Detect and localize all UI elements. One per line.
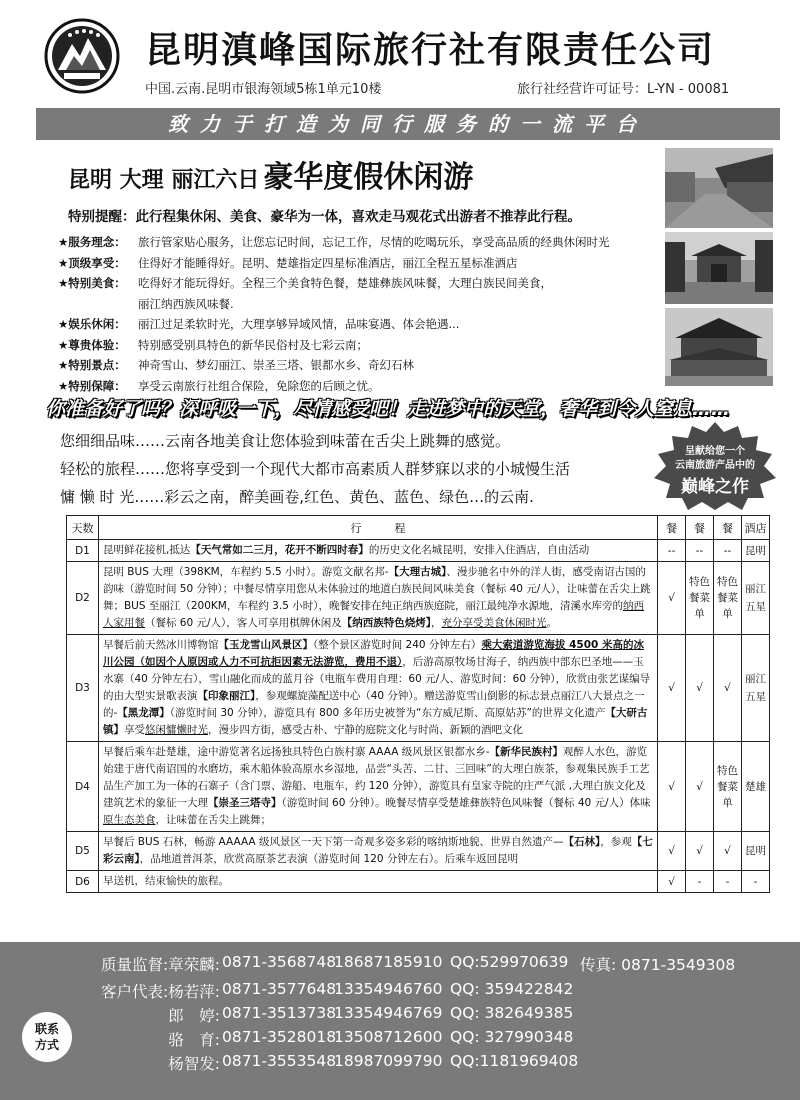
contact-phone: 0871-3528018 bbox=[222, 1028, 337, 1046]
feature-key bbox=[58, 294, 138, 315]
itinerary-text: 【七彩云南】 bbox=[102, 836, 653, 865]
feature-item bbox=[58, 355, 668, 376]
contact-qq: QQ: 359422842 bbox=[450, 980, 574, 998]
itinerary-text: 【石林】 bbox=[563, 836, 601, 848]
itinerary-text: 昆明 BUS 大理（398KM，车程约 5.5 小时）。游览文献名邦- bbox=[102, 566, 389, 578]
meal-cell: -- bbox=[714, 540, 742, 562]
contact-mobile: 13354946769 bbox=[334, 1004, 443, 1022]
table-row bbox=[67, 540, 770, 562]
itinerary-text: 早餐后乘车赴楚雄，途中游览著名远扬独具特色白族村寨 AAAA 级风景区银都水乡- bbox=[102, 746, 490, 758]
itinerary-text: ，让味蕾在舌尖上跳舞； bbox=[155, 814, 271, 826]
meal-cell: √ bbox=[714, 832, 742, 871]
table-header-row bbox=[67, 516, 770, 540]
hotel-cell: 昆明 bbox=[742, 832, 770, 871]
itinerary-text: 享受 bbox=[123, 724, 145, 736]
meal-cell: √ bbox=[658, 635, 686, 742]
itinerary-text: ，品地道普洱茶，欣赏高原茶艺表演（游览时间 120 分钟左右）。后乘车返回昆明 bbox=[139, 853, 519, 865]
itinerary-text: （游览时间 30 分钟），游览具有 800 多年历史被誉为“东方威尼斯、高原姑苏”的世界文化遗产 bbox=[169, 707, 606, 719]
meal-cell: -- bbox=[686, 540, 714, 562]
starburst-badge bbox=[650, 420, 780, 512]
tour-title bbox=[68, 152, 473, 196]
contact-qq: QQ:529970639 bbox=[450, 953, 569, 971]
contact-name: 骆 育: bbox=[168, 1031, 220, 1049]
feature-key: ★特别景点： bbox=[58, 358, 126, 372]
meal-cell: - bbox=[686, 871, 714, 893]
itinerary-cell bbox=[98, 562, 657, 635]
feature-value: 丽江过足柔软时光，大理享够异域风情，品味宴遇、体会艳遇... bbox=[138, 317, 460, 331]
meal-cell: √ bbox=[658, 871, 686, 893]
contact-mobile: 13508712600 bbox=[334, 1028, 443, 1046]
table-row bbox=[67, 871, 770, 893]
day-cell: D2 bbox=[67, 562, 99, 635]
itinerary-text: 【大研古镇】 bbox=[102, 707, 648, 736]
meal-cell: √ bbox=[686, 742, 714, 832]
itinerary-text: 早餐后前天然冰川博物馆 bbox=[102, 639, 219, 651]
company-name: 昆明滇峰国际旅行社有限责任公司 bbox=[145, 30, 716, 71]
starburst-title: 巅峰之作 bbox=[681, 477, 749, 497]
itinerary-text: 悠闲慵懒时光 bbox=[144, 724, 208, 736]
promo-banner: 你准备好了吗？深呼吸一下，尽情感受吧！走进梦中的天堂，奢华到令人窒息…… bbox=[46, 398, 731, 420]
itinerary-text: 纳西人家用餐 bbox=[102, 600, 644, 629]
day-cell: D3 bbox=[67, 635, 99, 742]
itinerary-text: 早餐后 BUS 石林，畅游 AAAAA 级风景区一天下第一奇观多姿多彩的喀纳斯地貌、世界自然遗产— bbox=[102, 836, 564, 848]
feature-value: 丽江纳西族风味餐. bbox=[138, 296, 234, 311]
itinerary-text: 早送机，结束愉快的旅程。 bbox=[102, 875, 229, 887]
meal-cell: 特色餐菜单 bbox=[714, 562, 742, 635]
starburst-line: 云南旅游产品中的 bbox=[675, 460, 755, 471]
day-cell: D1 bbox=[67, 540, 99, 562]
meal-cell: √ bbox=[686, 635, 714, 742]
itinerary-text: 观醉人水色，游览始建于唐代南诏国的水磨坊，乘木船体验高原水乡湿地，品尝“头苦、二甘、三回味”的大理白族茶，参观集民族手工艺品生产加工为一体的石寨子（含门票、游船、电瓶车，约 120 分钟），游览具有皇家寺院的庄严气派 ,大理白族文化及建筑艺术的象征一大理 bbox=[102, 746, 650, 809]
itinerary-text: 。 bbox=[546, 617, 558, 629]
contact-qq: QQ: 327990348 bbox=[450, 1028, 574, 1046]
feature-key: ★顶级享受： bbox=[58, 255, 126, 270]
feature-key: ★服务理念： bbox=[58, 235, 126, 249]
meal-cell: 特色餐菜单 bbox=[714, 742, 742, 832]
itinerary-text: 【印象丽江】 bbox=[197, 690, 256, 702]
hotel-cell: 昆明 bbox=[742, 540, 770, 562]
feature-item bbox=[58, 376, 668, 397]
photo-temple-gate bbox=[665, 232, 773, 304]
hotel-cell: 丽江五星 bbox=[742, 635, 770, 742]
description-line: 您细细品味……云南各地美食让您体验到味蕾在舌尖上跳舞的感觉。 bbox=[60, 432, 511, 450]
meal-cell: √ bbox=[658, 832, 686, 871]
itinerary-text: 【天气常如二三月，花开不断四时春】 bbox=[190, 544, 369, 556]
header bbox=[0, 0, 800, 100]
feature-item bbox=[58, 335, 668, 356]
tour-title-highlight: 豪华度假休闲游 bbox=[263, 160, 474, 195]
contact-mobile: 18687185910 bbox=[334, 953, 443, 971]
itinerary-text: 【纳西族特色烧烤】 bbox=[341, 617, 432, 629]
meal-cell: √ bbox=[686, 832, 714, 871]
itinerary-text: 的历史文化名城昆明，安排入住酒店，自由活动 bbox=[368, 544, 590, 556]
feature-item bbox=[58, 273, 668, 294]
itinerary-text: 【玉龙雪山风景区】 bbox=[218, 639, 313, 651]
feature-value: 住得好才能睡得好。昆明、楚雄指定四星标准酒店，丽江全程五星标准酒店 bbox=[138, 255, 518, 270]
contact-fax: 传真: 0871-3549308 bbox=[580, 956, 736, 974]
header-itinerary: 行 程 bbox=[98, 516, 657, 540]
feature-item bbox=[58, 253, 668, 274]
starburst-line: 呈献给您一个 bbox=[685, 446, 745, 457]
contact-phone: 0871-3553548 bbox=[222, 1052, 337, 1070]
itinerary-cell bbox=[98, 742, 657, 832]
itinerary-text: （游览时间 60 分钟）。晚餐尽情享受楚雄彝族特色风味餐（餐标 40 元/人）体味 bbox=[281, 797, 651, 809]
itinerary-text: ， bbox=[431, 617, 442, 629]
meal-cell: -- bbox=[658, 540, 686, 562]
contact-phone: 0871-3513738 bbox=[222, 1004, 337, 1022]
contact-name: 郎 婷: bbox=[168, 1007, 220, 1025]
description-line: 轻松的旅程……您将享受到一个现代大都市高素质人群梦寐以求的小城慢生活 bbox=[60, 460, 571, 478]
photo-palace bbox=[665, 308, 773, 386]
contact-phone: 0871-3568748 bbox=[222, 953, 337, 971]
hotel-cell: 楚雄 bbox=[742, 742, 770, 832]
company-address: 中国.云南.昆明市银海领域5栋1单元10楼 bbox=[145, 82, 382, 97]
itinerary-cell bbox=[98, 540, 657, 562]
company-logo bbox=[44, 18, 120, 94]
itinerary-text: ，后游高原牧场甘海子，纳西族中部东巴圣地——玉水寨（40 分钟左右），雪山融化而成的蓝月谷（电瓶车费用自理：60 元/人、游览时间：60 分钟），欣赏由张艺谋编导的由大型实景歌表演 bbox=[102, 656, 651, 702]
header-meal: 餐 bbox=[686, 516, 714, 540]
itinerary-cell bbox=[98, 871, 657, 893]
itinerary-text: 原生态美食 bbox=[102, 814, 156, 826]
day-cell: D5 bbox=[67, 832, 99, 871]
feature-value: 神奇雪山、梦幻丽江、崇圣三塔、银都水乡、奇幻石林 bbox=[138, 358, 414, 372]
meal-cell: √ bbox=[658, 562, 686, 635]
itinerary-text: 昆明鲜花接机,抵达 bbox=[102, 544, 191, 556]
contact-name: 质量监督:章荣麟: bbox=[101, 956, 220, 974]
table-row bbox=[67, 832, 770, 871]
features-list bbox=[58, 232, 668, 396]
header-meal: 餐 bbox=[658, 516, 686, 540]
contact-phone: 0871-3577648 bbox=[222, 980, 337, 998]
feature-item bbox=[58, 232, 668, 253]
day-cell: D6 bbox=[67, 871, 99, 893]
contact-qq: QQ: 382649385 bbox=[450, 1004, 574, 1022]
itinerary-text: 【新华民族村】 bbox=[489, 746, 564, 758]
day-cell: D4 bbox=[67, 742, 99, 832]
contact-mobile: 13354946760 bbox=[334, 980, 443, 998]
feature-item bbox=[58, 314, 668, 335]
tour-title-route: 昆明 大理 丽江六日 bbox=[68, 168, 260, 193]
feature-key: ★娱乐休闲： bbox=[58, 317, 126, 331]
special-note: 特别提醒：此行程集休闲、美食、豪华为一体，喜欢走马观花式出游者不推荐此行程。 bbox=[68, 209, 581, 225]
meal-cell: 特色餐菜单 bbox=[686, 562, 714, 635]
itinerary-cell bbox=[98, 635, 657, 742]
itinerary-text: 【大理古城】 bbox=[388, 566, 447, 578]
header-hotel: 酒店 bbox=[742, 516, 770, 540]
feature-value: 特别感受别具特色的新华民俗村及七彩云南； bbox=[138, 337, 368, 352]
feature-item bbox=[58, 294, 668, 315]
itinerary-text: 、漫步驰名中外的洋人街，感受南诏古国的韵味（游览时间 50 分钟）；中餐尽情享用您从未体验过的地道白族民间风味美食（餐标 40 元/人），让味蕾在舌尖上跳舞；BUS 至丽江（200KM，车程约 3.5 小时），晚餐安排在纯正纳西族庭院，丽江最纯净水源地，清溪水库旁的 bbox=[102, 566, 651, 612]
itinerary-text: （整个景区游览时间 240 分钟左右） bbox=[312, 639, 482, 651]
feature-key: ★特别保障： bbox=[58, 378, 126, 393]
contact-label: 方式 bbox=[34, 1038, 59, 1052]
itinerary-text: ，参观 bbox=[600, 836, 632, 848]
header-day: 天数 bbox=[67, 516, 99, 540]
hotel-cell: - bbox=[742, 871, 770, 893]
itinerary-text: 【黑龙潭】 bbox=[117, 707, 170, 719]
contact-qq: QQ:1181969408 bbox=[450, 1052, 579, 1070]
contact-label: 联系 bbox=[34, 1022, 59, 1036]
table-row bbox=[67, 742, 770, 832]
feature-value: 旅行管家贴心服务，让您忘记时间，忘记工作，尽情的吃喝玩乐，享受高品质的经典休闲时光 bbox=[138, 235, 610, 249]
itinerary-text: 【崇圣三塔寺】 bbox=[207, 797, 282, 809]
meal-cell: - bbox=[714, 871, 742, 893]
mountain-logo-icon bbox=[44, 18, 120, 94]
itinerary-cell bbox=[98, 832, 657, 871]
feature-key: ★特别美食： bbox=[58, 276, 126, 290]
photo-ancient-town bbox=[665, 148, 773, 228]
license-number: 旅行社经营许可证号：L-YN - 00081 bbox=[517, 82, 730, 97]
itinerary-text: ，参观螺旋藻配送中心（40 分钟）。赠送游览雪山倒影的标志景点丽江八大景点之一的- bbox=[102, 690, 645, 719]
slogan-bar: 致力于打造为同行服务的一流平台 bbox=[36, 108, 780, 140]
feature-key: ★尊贵体验： bbox=[58, 337, 126, 352]
table-row bbox=[67, 562, 770, 635]
description-line: 慵 懒 时 光……彩云之南，醉美画卷,红色、黄色、蓝色、绿色…的云南. bbox=[60, 488, 534, 506]
meal-cell: √ bbox=[714, 635, 742, 742]
feature-value: 吃得好才能玩得好。全程三个美食特色餐，楚雄彝族风味餐，大理白族民间美食， bbox=[138, 276, 552, 290]
contact-mobile: 18987099790 bbox=[334, 1052, 443, 1070]
contact-name: 杨智发: bbox=[168, 1055, 220, 1073]
itinerary-text: ，漫步四方街，感受古朴、宁静的庭院文化与时尚、新颖的酒吧文化 bbox=[207, 724, 523, 736]
feature-value: 享受云南旅行社组合保险，免除您的后顾之忧。 bbox=[138, 378, 380, 393]
meal-cell: √ bbox=[658, 742, 686, 832]
itinerary-table bbox=[66, 515, 770, 893]
header-meal: 餐 bbox=[714, 516, 742, 540]
contact-name: 客户代表:杨若萍: bbox=[101, 983, 220, 1001]
table-row bbox=[67, 635, 770, 742]
itinerary-text: （餐标 60 元/人），客人可享用棋牌休闲及 bbox=[144, 617, 342, 629]
itinerary-text: 充分享受美食休闲时光 bbox=[441, 617, 547, 629]
hotel-cell: 丽江五星 bbox=[742, 562, 770, 635]
itinerary-text: 乘大索道游览海拔 4500 米高的冰川公园（如因个人原因或人力不可抗拒因素无法游览，费用不退） bbox=[102, 639, 644, 668]
